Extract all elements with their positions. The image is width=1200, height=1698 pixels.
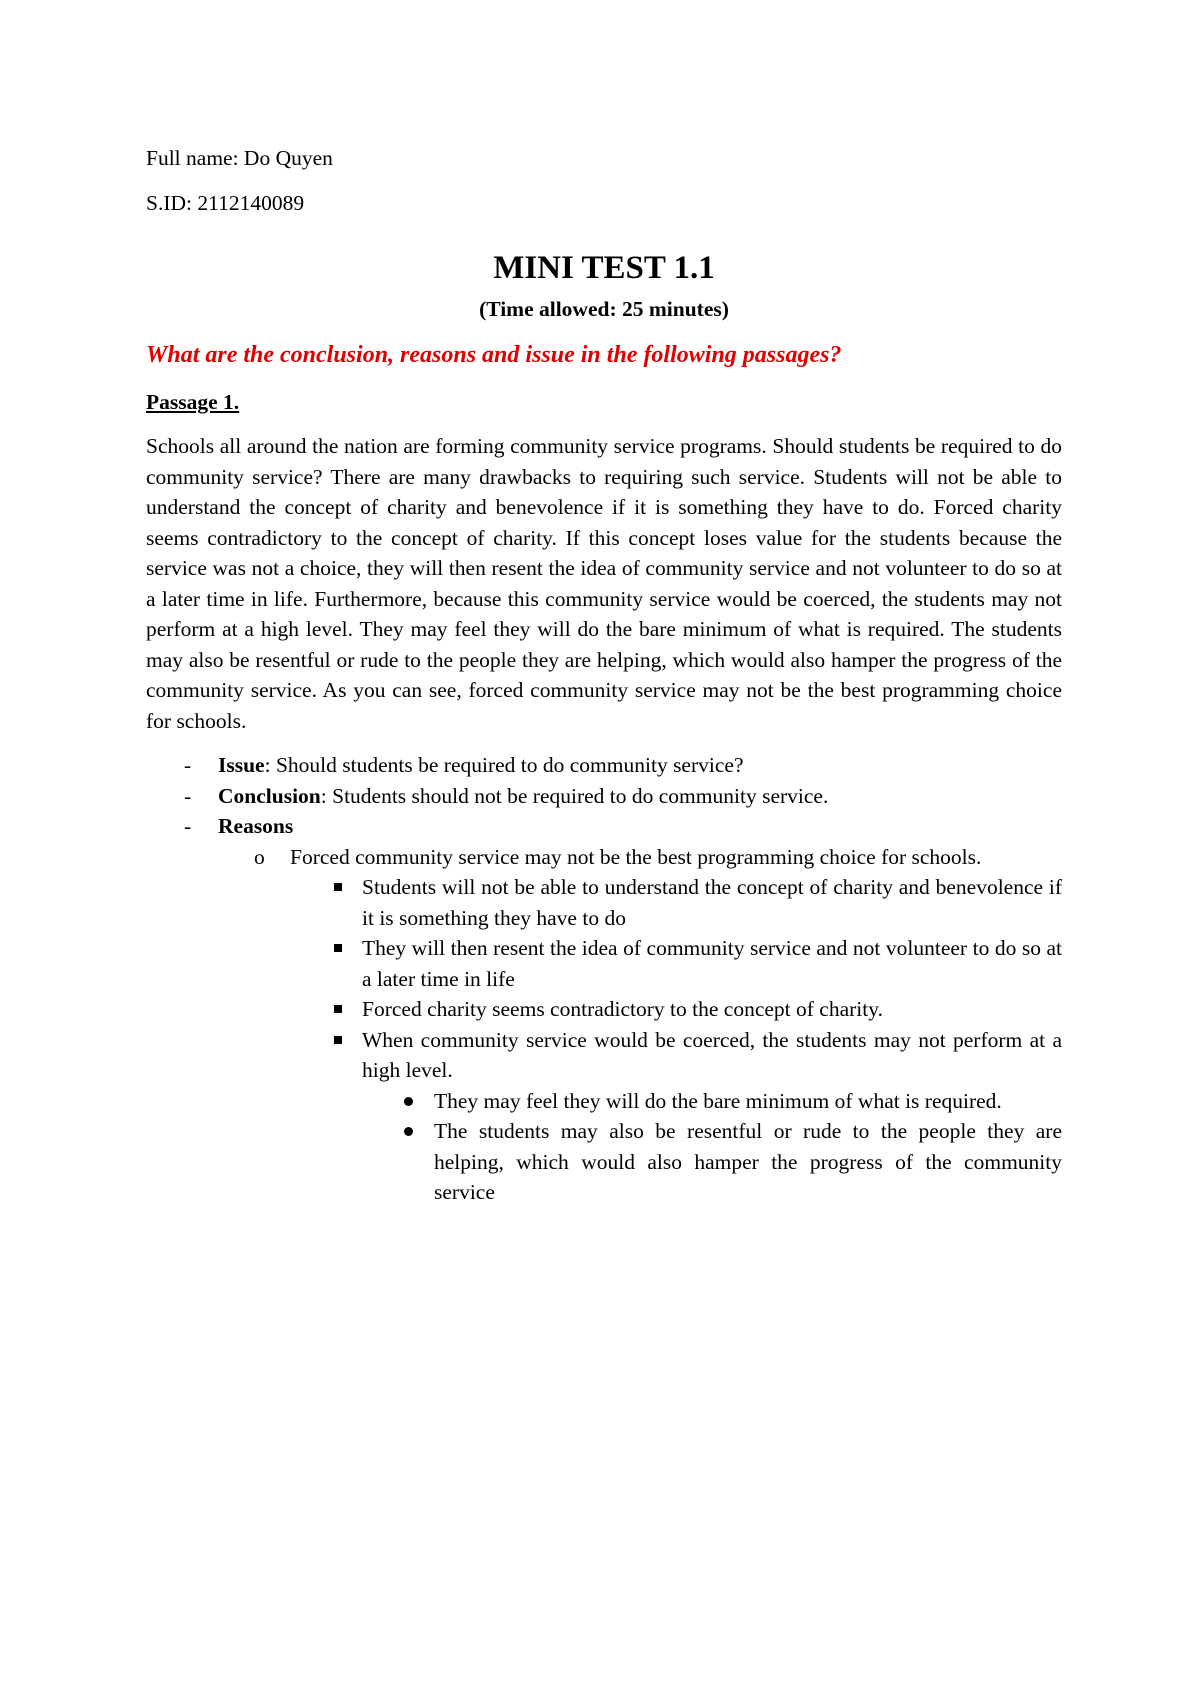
page-title: MINI TEST 1.1 xyxy=(493,250,715,286)
list-item xyxy=(434,1086,1062,1117)
conclusion-text: : Students should not be required to do community service. xyxy=(320,783,829,808)
dash-marker: - xyxy=(184,753,192,777)
list-item xyxy=(434,1116,1062,1208)
round-bullet-icon xyxy=(404,1097,413,1106)
square-bullet-icon xyxy=(334,1005,342,1013)
sub-reasons-list xyxy=(362,1086,1062,1208)
student-id: S.ID: 2112140089 xyxy=(146,190,305,215)
list-item xyxy=(362,994,1062,1025)
sub-reason-text: They may feel they will do the bare minimum of what is required. xyxy=(434,1088,1002,1113)
reason-text: Forced charity seems contradictory to the concept of charity. xyxy=(362,997,883,1021)
reason-text: Students will not be able to understand the concept of charity and benevolence if it is something they have to do xyxy=(362,875,1062,930)
conclusion-label: Conclusion xyxy=(218,783,321,808)
square-bullet-icon xyxy=(334,944,342,952)
list-item xyxy=(362,872,1062,933)
reason-text: When community service would be coerced, the students may not perform at a high level. xyxy=(362,1027,1062,1082)
dash-marker: - xyxy=(184,783,192,808)
list-item xyxy=(254,842,1062,1208)
full-name: Full name: Do Quyen xyxy=(146,146,333,170)
issue-text: : Should students be required to do community service? xyxy=(264,753,744,777)
list-item xyxy=(362,1025,1062,1208)
square-bullet-icon xyxy=(334,883,342,891)
square-bullet-icon xyxy=(334,1036,342,1044)
document-content xyxy=(146,143,1062,1208)
list-item xyxy=(362,933,1062,994)
round-bullet-icon xyxy=(404,1127,413,1136)
answer-list xyxy=(146,750,1062,1208)
question-prompt: What are the conclusion, reasons and issue in the following passages? xyxy=(146,341,842,368)
dash-marker: - xyxy=(184,814,192,838)
main-reason: Forced community service may not be the best programming choice for schools. xyxy=(290,844,982,869)
reasons-list xyxy=(218,842,1062,1208)
reason-text: They will then resent the idea of community service and not volunteer to do so at a later time in life xyxy=(362,936,1062,991)
passage-heading: Passage 1. xyxy=(146,389,240,414)
circle-marker: o xyxy=(254,844,265,869)
list-item-reasons xyxy=(146,811,1062,1208)
list-item-issue xyxy=(146,750,1062,781)
issue-label: Issue xyxy=(218,753,265,777)
reasons-label: Reasons xyxy=(218,814,294,838)
sub-reason-text: The students may also be resentful or rude to the people they are helping, which would also hamper the progress of the community service xyxy=(434,1119,1062,1204)
passage-text: Schools all around the nation are forming community service programs. Should students be required to do community service? There are many drawbacks to requiring such service. Students will not be able to understand the concept of charity and benevolence if it is something they have to do. Forced charity seems contradictory to the concept of charity. If this concept loses value for the students because the service was not a choice, they will then resent the idea of community service and not volunteer to do so at a later time in life. Furthermore, because this community service would be coerced, the students may not perform at a high level. They may feel they will do the bare minimum of what is required. The students may also be resentful or rude to the people they are helping, which would also hamper the progress of the community service. As you can see, forced community service may not be the best programming choice for schools. xyxy=(146,434,1062,733)
list-item-conclusion xyxy=(146,781,1062,812)
reason-details-list xyxy=(290,872,1062,1208)
time-allowed: (Time allowed: 25 minutes) xyxy=(479,297,729,321)
